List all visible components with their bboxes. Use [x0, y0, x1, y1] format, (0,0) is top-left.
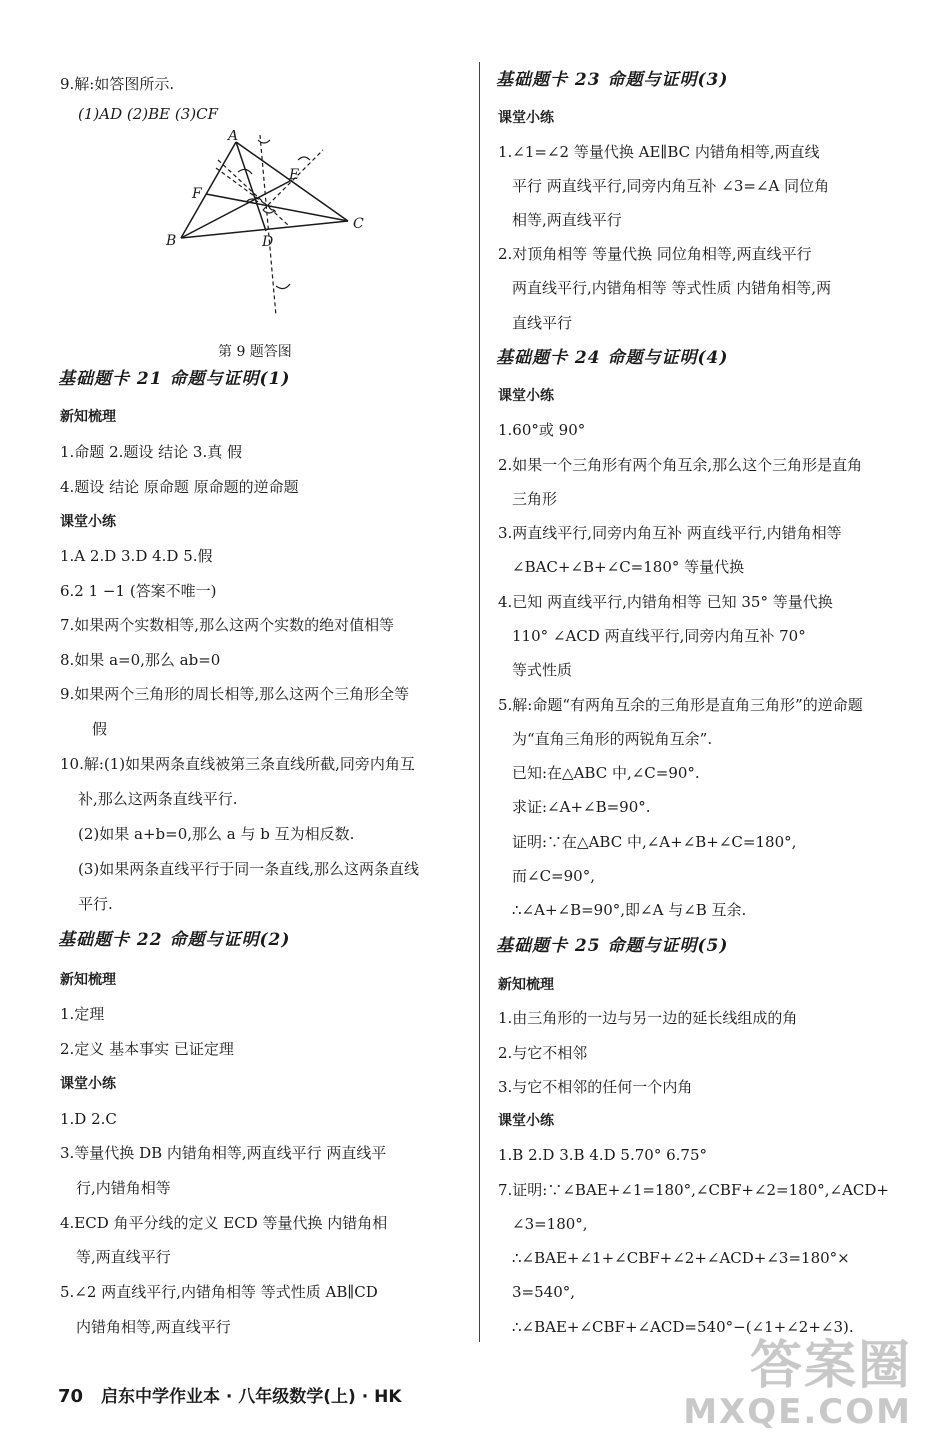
label-b: B: [166, 233, 177, 249]
card24-section-practice: 课堂小练: [498, 388, 554, 404]
watermark-url: MXQE.COM: [683, 1392, 912, 1432]
card22-line-6: 4.ECD 角平分线的定义 ECD 等量代换 内错角相: [60, 1214, 388, 1232]
card25-line-7: ∴∠BAE+∠1+∠CBF+∠2+∠ACD+∠3=180°×: [512, 1249, 850, 1267]
card25-line-5: 7.证明:∵∠BAE+∠1=180°,∠CBF+∠2=180°,∠ACD+: [498, 1181, 889, 1199]
card22-line-3: 1.D 2.C: [60, 1110, 117, 1128]
card25-section-new: 新知梳理: [498, 977, 554, 993]
label-c: C: [353, 216, 364, 232]
card21-line-7: 9.如果两个三角形的周长相等,那么这两个三角形全等: [60, 685, 410, 703]
card24-line-5: ∠BAC+∠B+∠C=180° 等量代换: [512, 558, 745, 576]
label-a: A: [228, 130, 239, 144]
label-e: E: [289, 167, 300, 183]
card21-line-6: 8.如果 a=0,那么 ab=0: [60, 651, 221, 669]
card25-line-6: ∠3=180°,: [512, 1215, 588, 1233]
card21-line-12: (3)如果两条直线平行于同一条直线,那么这两条直线: [78, 860, 420, 878]
card25-title: 基础题卡 25 命题与证明(5): [496, 936, 729, 956]
card22-title: 基础题卡 22 命题与证明(2): [58, 930, 291, 950]
card23-title: 基础题卡 23 命题与证明(3): [496, 70, 729, 90]
card23-line-2: 平行 两直线平行,同旁内角互补 ∠3=∠A 同位角: [512, 177, 830, 195]
arc-mark-2: [276, 284, 290, 289]
watermark-logo-text: 答案圈: [749, 1336, 912, 1396]
q9-intro: 9.解:如答图所示.: [60, 75, 175, 93]
card25-line-4: 1.B 2.D 3.B 4.D 5.70° 6.75°: [498, 1146, 707, 1164]
card21-title: 基础题卡 21 命题与证明(1): [58, 369, 291, 389]
card24-line-7: 110° ∠ACD 两直线平行,同旁内角互补 70°: [512, 627, 806, 645]
card23-line-1: 1.∠1=∠2 等量代换 AE∥BC 内错角相等,两直线: [498, 143, 820, 161]
triangle-figure: [148, 130, 368, 330]
card24-line-11: 已知:在△ABC 中,∠C=90°.: [512, 764, 700, 782]
card22-line-4: 3.等量代换 DB 内错角相等,两直线平行 两直线平: [60, 1144, 387, 1162]
card21-line-8: 假: [92, 720, 108, 738]
card22-section-new: 新知梳理: [60, 972, 116, 988]
card22-line-1: 1.定理: [60, 1005, 105, 1023]
arc-line-top: [216, 168, 276, 212]
page-number: 70: [58, 1386, 84, 1407]
card21-section-practice: 课堂小练: [60, 514, 116, 530]
card22-line-8: 5.∠2 两直线平行,内错角相等 等式性质 AB∥CD: [60, 1283, 378, 1301]
card24-line-14: 而∠C=90°,: [512, 867, 595, 885]
card21-line-9: 10.解:(1)如果两条直线被第三条直线所截,同旁内角互: [60, 755, 415, 773]
card25-line-3: 3.与它不相邻的任何一个内角: [498, 1078, 693, 1096]
card25-line-1: 1.由三角形的一边与另一边的延长线组成的角: [498, 1009, 798, 1027]
card24-line-12: 求证:∠A+∠B=90°.: [512, 798, 651, 816]
card24-line-8: 等式性质: [512, 661, 573, 679]
card24-title: 基础题卡 24 命题与证明(4): [496, 348, 729, 368]
card25-line-9: ∴∠BAE+∠CBF+∠ACD=540°−(∠1+∠2+∠3).: [512, 1318, 854, 1336]
arc-mark-3: [298, 157, 310, 160]
card24-line-3: 三角形: [512, 490, 558, 508]
watermark: [683, 1338, 912, 1430]
label-f: F: [192, 186, 202, 202]
perp-bisector: [260, 135, 276, 316]
card24-line-15: ∴∠A+∠B=90°,即∠A 与∠B 互余.: [512, 901, 747, 919]
card22-line-7: 等,两直线平行: [76, 1248, 171, 1266]
card25-line-2: 2.与它不相邻: [498, 1044, 588, 1062]
card24-line-4: 3.两直线平行,同旁内角互补 两直线平行,内错角相等: [498, 524, 842, 542]
book-title: 启东中学作业本 · 八年级数学(上) · HK: [100, 1387, 402, 1407]
card21-line-4: 6.2 1 −1 (答案不唯一): [60, 582, 217, 600]
card24-line-6: 4.已知 两直线平行,内错角相等 已知 35° 等量代换: [498, 593, 833, 611]
card24-line-9: 5.解:命题“有两角互余的三角形是直角三角形”的逆命题: [498, 696, 863, 714]
card24-line-2: 2.如果一个三角形有两个角互余,那么这个三角形是直角: [498, 456, 863, 474]
card25-section-practice: 课堂小练: [498, 1113, 554, 1129]
card21-line-1: 1.命题 2.题设 结论 3.真 假: [60, 443, 243, 461]
card21-line-11: (2)如果 a+b=0,那么 a 与 b 互为相反数.: [78, 825, 355, 843]
column-divider: [479, 62, 480, 1342]
card23-line-3: 相等,两直线平行: [512, 211, 622, 229]
figure-caption: 第 9 题答图: [218, 344, 292, 360]
card23-line-6: 直线平行: [512, 314, 573, 332]
card24-line-10: 为“直角三角形的两锐角互余”.: [512, 730, 713, 748]
arc-mark-4: [258, 140, 270, 143]
label-d: D: [262, 234, 274, 250]
card21-line-3: 1.A 2.D 3.D 4.D 5.假: [60, 547, 213, 565]
card23-section-practice: 课堂小练: [498, 110, 554, 126]
card21-line-13: 平行.: [78, 895, 113, 913]
card23-line-5: 两直线平行,内错角相等 等式性质 内错角相等,两: [512, 279, 832, 297]
card23-line-4: 2.对顶角相等 等量代换 同位角相等,两直线平行: [498, 245, 812, 263]
card24-line-1: 1.60°或 90°: [498, 421, 586, 439]
card21-line-2: 4.题设 结论 原命题 原命题的逆命题: [60, 478, 299, 496]
card21-line-5: 7.如果两个实数相等,那么这两个实数的绝对值相等: [60, 616, 395, 634]
card24-line-13: 证明:∵在△ABC 中,∠A+∠B+∠C=180°,: [512, 833, 797, 851]
card22-line-5: 行,内错角相等: [76, 1179, 171, 1197]
card25-line-8: 3=540°,: [512, 1283, 576, 1301]
page-footer: [58, 1382, 402, 1407]
card22-line-9: 内错角相等,两直线平行: [76, 1318, 231, 1336]
card22-line-2: 2.定义 基本事实 已证定理: [60, 1040, 234, 1058]
line-cf: [206, 194, 348, 221]
card21-line-10: 补,那么这两条直线平行.: [78, 790, 238, 808]
card22-section-practice: 课堂小练: [60, 1076, 116, 1092]
card21-section-new: 新知梳理: [60, 409, 116, 425]
q9-answers: (1)AD (2)BE (3)CF: [78, 105, 218, 123]
